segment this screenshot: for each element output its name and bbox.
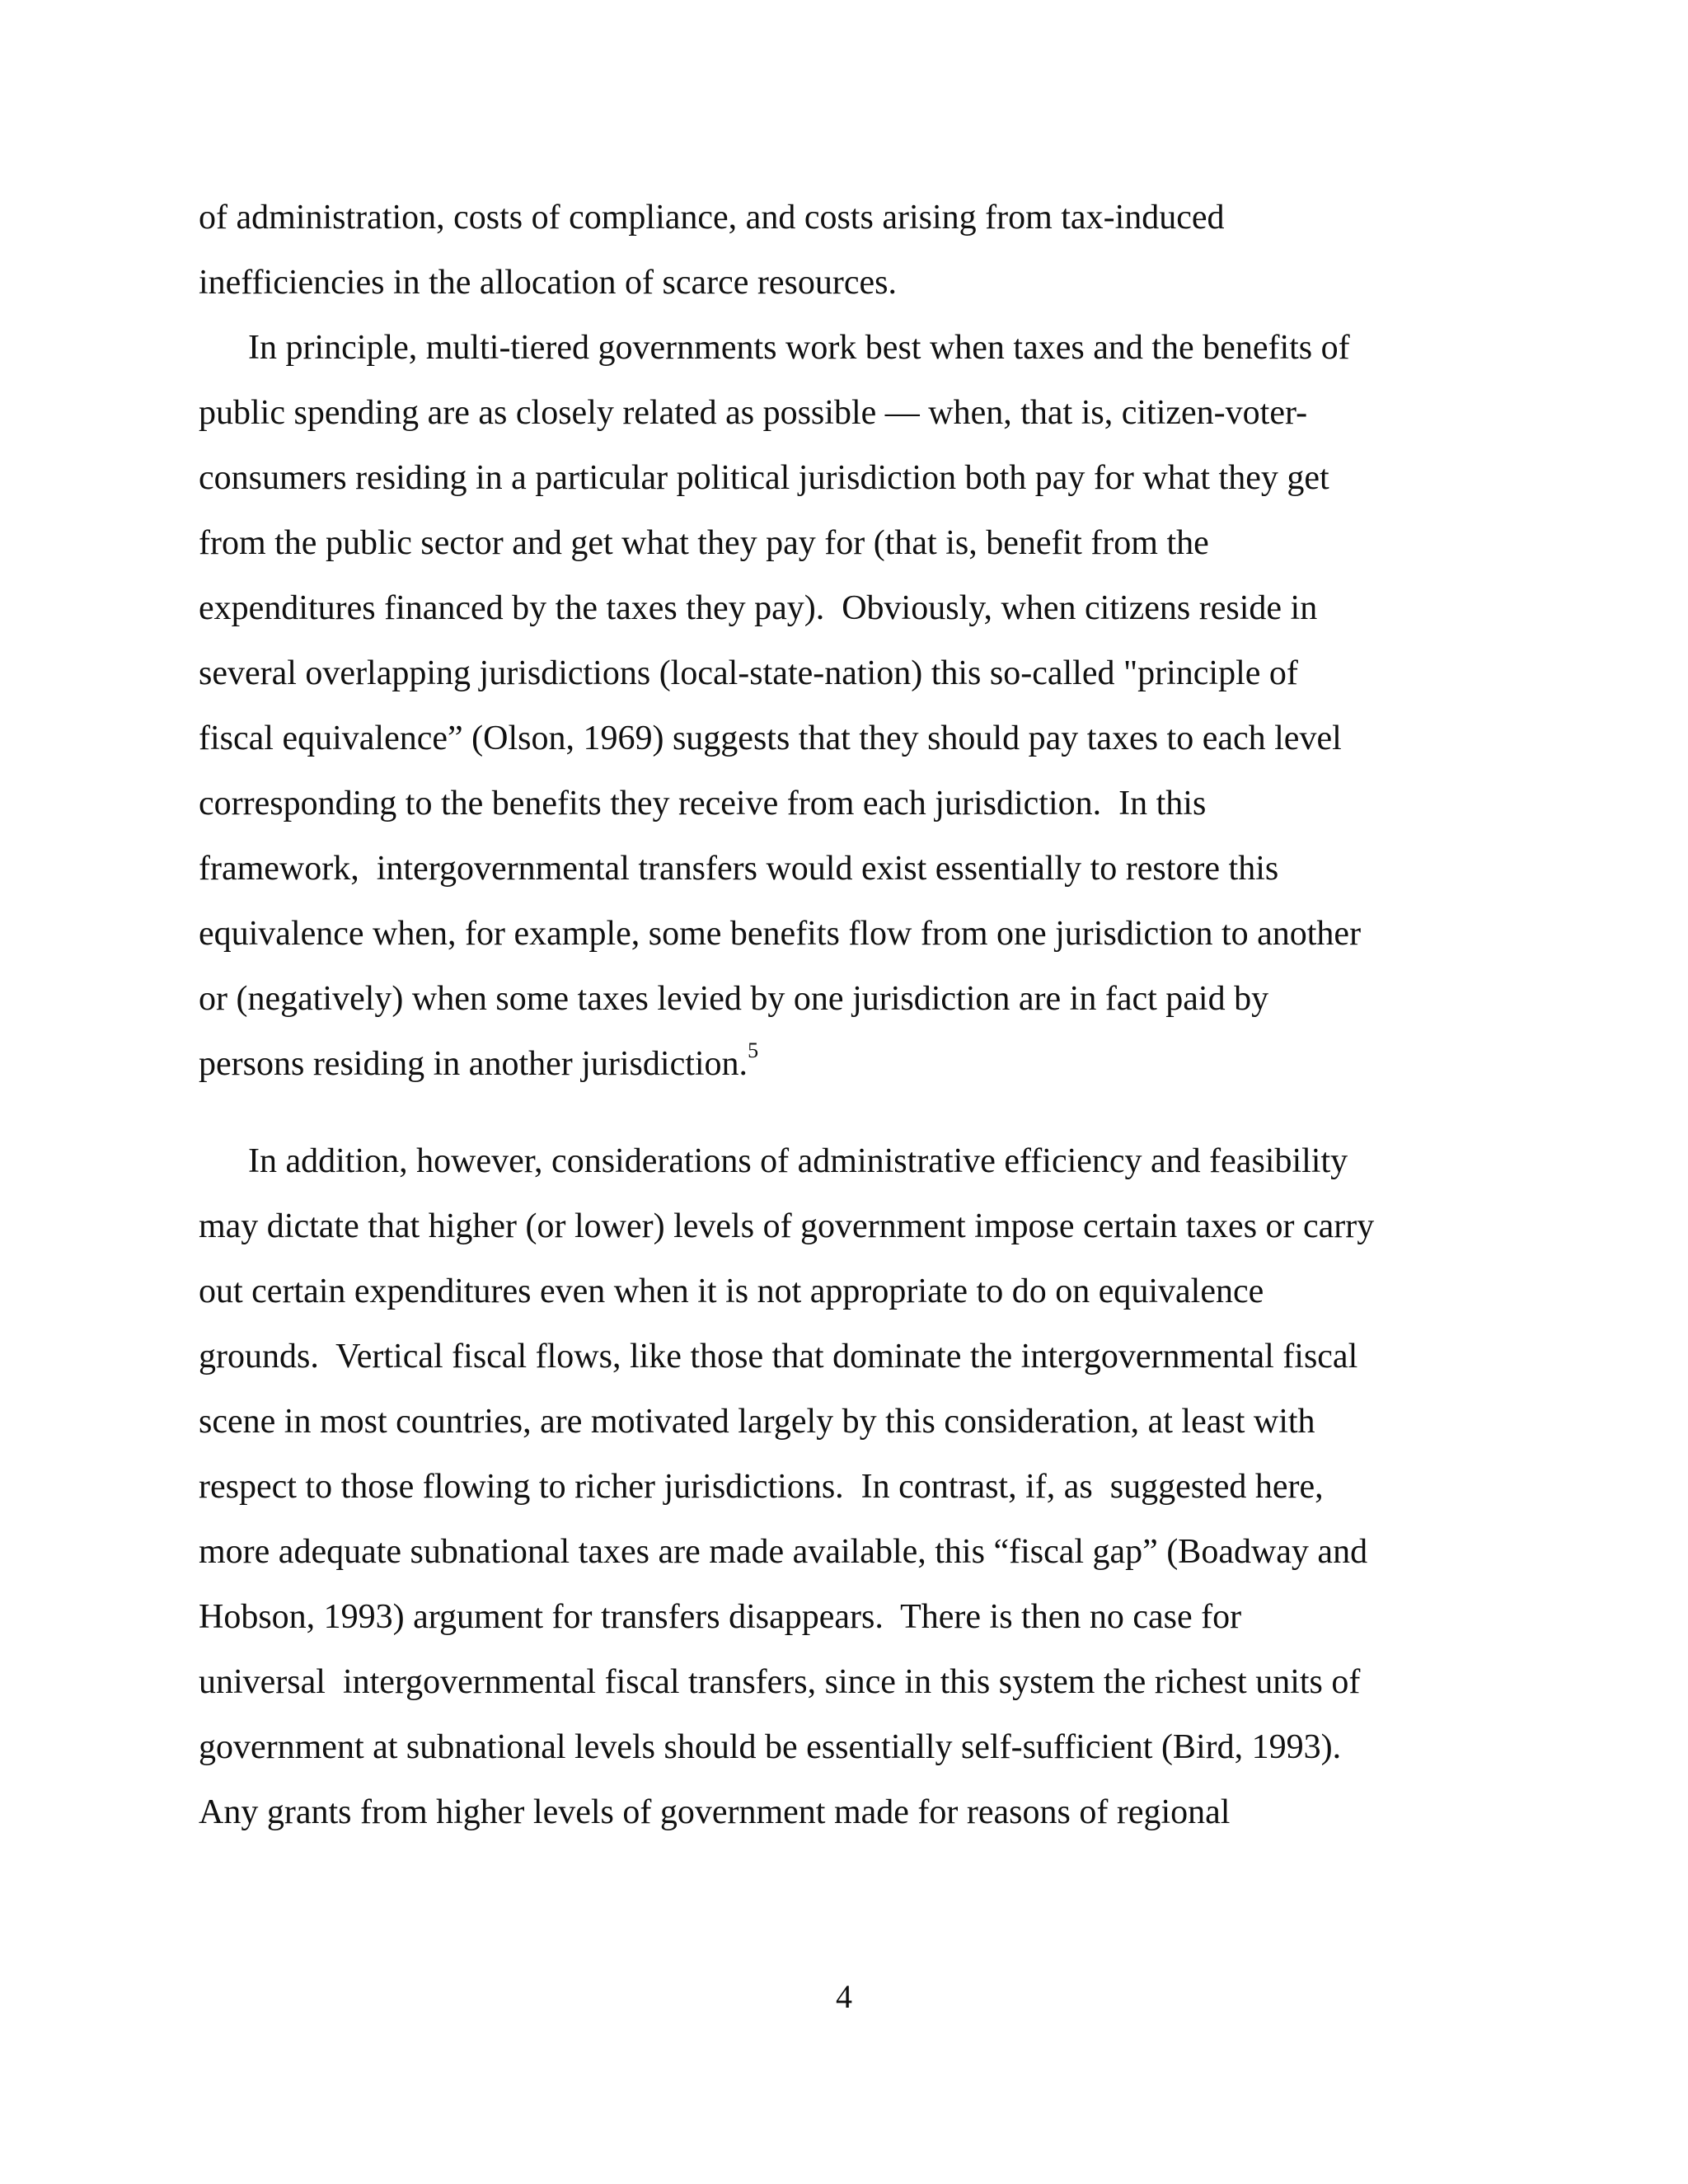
text-line: scene in most countries, are motivated largely by this consideration, at least with — [199, 1403, 1315, 1441]
text-line: persons residing in another jurisdiction. — [199, 1045, 748, 1083]
text-line: corresponding to the benefits they receive from each jurisdiction. In this — [199, 785, 1207, 823]
text-line: grounds. Vertical fiscal flows, like those that dominate the intergovernmental fiscal — [199, 1338, 1358, 1376]
text-line: more adequate subnational taxes are made available, this “fiscal gap” (Boadway and — [199, 1533, 1368, 1571]
text-line: of administration, costs of compliance, and costs arising from tax-induced — [199, 199, 1225, 237]
text-line: from the public sector and get what they pay for (that is, benefit from the — [199, 524, 1209, 562]
text-line: consumers residing in a particular political jurisdiction both pay for what they get — [199, 459, 1329, 497]
text-line-with-footnote — [199, 1038, 759, 1085]
text-line: or (negatively) when some taxes levied by one jurisdiction are in fact paid by — [199, 980, 1269, 1018]
text-line: out certain expenditures even when it is not appropriate to do on equivalence — [199, 1272, 1264, 1310]
footnote-marker[interactable]: 5 — [748, 1038, 759, 1062]
text-line: equivalence when, for example, some benefits flow from one jurisdiction to another — [199, 915, 1362, 953]
text-line: inefficiencies in the allocation of scarce resources. — [199, 264, 897, 302]
text-line: In addition, however, considerations of administrative efficiency and feasibility — [248, 1142, 1348, 1180]
text-line: may dictate that higher (or lower) levels of government impose certain taxes or carry — [199, 1207, 1375, 1245]
text-line: expenditures financed by the taxes they pay). Obviously, when citizens reside in — [199, 589, 1318, 627]
text-line: framework, intergovernmental transfers would exist essentially to restore this — [199, 850, 1279, 888]
text-line: In principle, multi-tiered governments work best when taxes and the benefits of — [248, 329, 1350, 367]
text-line: respect to those flowing to richer jurisdictions. In contrast, if, as suggested here, — [199, 1468, 1324, 1506]
text-line: several overlapping jurisdictions (local-state-nation) this so-called "principle of — [199, 654, 1298, 692]
text-line: Hobson, 1993) argument for transfers disappears. There is then no case for — [199, 1598, 1242, 1636]
text-line: public spending are as closely related as possible — when, that is, citizen-voter- — [199, 394, 1308, 432]
page-number: 4 — [836, 1978, 852, 2015]
text-line: Any grants from higher levels of government made for reasons of regional — [199, 1793, 1231, 1831]
text-line: government at subnational levels should be essentially self-sufficient (Bird, 1993). — [199, 1728, 1342, 1766]
text-line: fiscal equivalence” (Olson, 1969) suggests that they should pay taxes to each level — [199, 719, 1342, 757]
text-line: universal intergovernmental fiscal transfers, since in this system the richest units of — [199, 1663, 1361, 1701]
